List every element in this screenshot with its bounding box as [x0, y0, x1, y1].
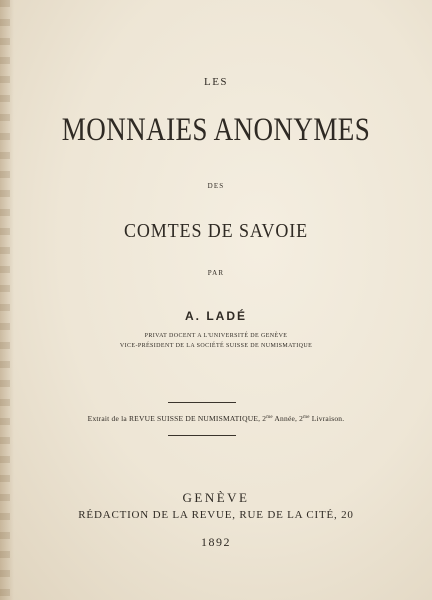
author-affiliation-1: PRIVAT DOCENT A L'UNIVERSITÉ DE GENÈVE	[144, 333, 288, 339]
extract-journal: REVUE SUISSE DE NUMISMATIQUE,	[128, 414, 261, 423]
author-affiliation-2: VICE-PRÉSIDENT DE LA SOCIÉTÉ SUISSE DE NUMISMATIQUE	[119, 343, 313, 349]
main-title: MONNAIES ANONYMES	[61, 112, 371, 148]
imprint-year: 1892	[201, 535, 231, 549]
title-par: PAR	[207, 269, 225, 277]
divider-top	[168, 402, 236, 403]
sub-title: COMTES DE SAVOIE	[123, 220, 309, 242]
imprint-city: GENÈVE	[182, 490, 250, 505]
extract-issue-sup: me	[303, 415, 310, 420]
imprint-redaction: RÉDACTION DE LA REVUE, RUE DE LA CITÉ, 20	[78, 509, 354, 521]
extract-prefix: Extrait de la	[87, 414, 129, 423]
extract-volume-text: Année, 2	[272, 414, 304, 423]
extract-issue-text: Livraison.	[309, 414, 345, 423]
extract-volume-sup: me	[266, 415, 273, 420]
extract-volume-num: 2	[260, 414, 267, 423]
divider-bottom	[168, 435, 236, 436]
title-les: LES	[203, 76, 229, 88]
extract-note	[0, 414, 432, 423]
title-des: DES	[207, 182, 225, 190]
author-name: A. LADÉ	[185, 309, 247, 323]
